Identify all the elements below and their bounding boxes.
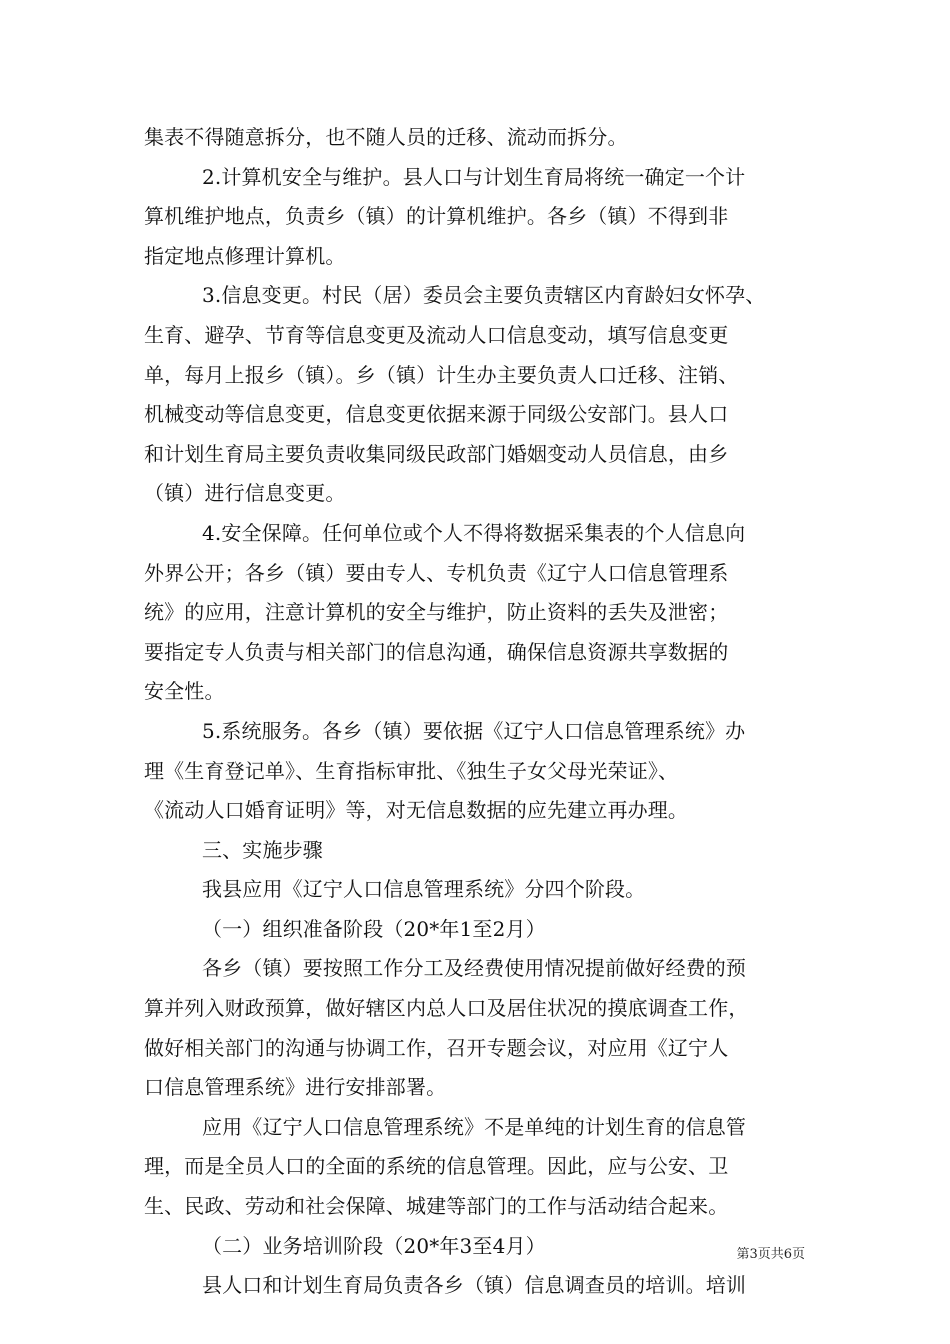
text-line: （镇）进行信息变更。 (144, 481, 346, 506)
text-line: 要指定专人负责与相关部门的信息沟通，确保信息资源共享数据的 (144, 639, 729, 664)
text-line: 3.信息变更。村民（居）委员会主要负责辖区内育龄妇女怀孕、 (202, 283, 766, 308)
text-line: 口信息管理系统》进行安排部署。 (144, 1075, 447, 1100)
text-line: 算并列入财政预算，做好辖区内总人口及居住状况的摸底调查工作， (144, 996, 749, 1021)
paragraph (144, 1266, 816, 1306)
paragraph (144, 712, 816, 831)
text-line: 三、实施步骤 (202, 837, 323, 862)
paragraph (144, 514, 816, 712)
text-line: 集表不得随意拆分，也不随人员的迁移、流动而拆分。 (144, 125, 628, 149)
text-line: 2.计算机安全与维护。县人口与计划生育局将统一确定一个计 (202, 164, 746, 189)
text-line: （二）业务培训阶段（20*年3至4月） (202, 1233, 546, 1258)
text-line: 指定地点修理计算机。 (144, 243, 346, 268)
text-line: （一）组织准备阶段（20*年1至2月） (202, 916, 546, 941)
paragraph (144, 831, 816, 871)
paragraph (144, 870, 816, 910)
text-line: 理《生育登记单》、生育指标审批、《独生子女父母光荣证》、 (144, 758, 679, 783)
text-line: 外界公开；各乡（镇）要由专人、专机负责《辽宁人口信息管理系 (144, 560, 729, 585)
paragraph (144, 949, 816, 1107)
text-line: 我县应用《辽宁人口信息管理系统》分四个阶段。 (202, 877, 646, 902)
text-line: 机械变动等信息变更，信息变更依据来源于同级公安部门。县人口 (144, 402, 729, 427)
paragraph (144, 1227, 816, 1267)
text-line: 生育、避孕、节育等信息变更及流动人口信息变动，填写信息变更 (144, 322, 729, 347)
text-line: 和计划生育局主要负责收集同级民政部门婚姻变动人员信息，由乡 (144, 441, 729, 466)
document-body (144, 118, 816, 1306)
text-line: 算机维护地点，负责乡（镇）的计算机维护。各乡（镇）不得到非 (144, 204, 729, 229)
text-line: 县人口和计划生育局负责各乡（镇）信息调查员的培训。培训 (202, 1273, 747, 1298)
text-line: 4.安全保障。任何单位或个人不得将数据采集表的个人信息向 (202, 520, 746, 545)
text-line: 5.系统服务。各乡（镇）要依据《辽宁人口信息管理系统》办 (202, 718, 746, 743)
paragraph (144, 1108, 816, 1227)
text-line: 安全性。 (144, 679, 225, 704)
paragraph (144, 910, 816, 950)
text-line: 《流动人口婚育证明》等，对无信息数据的应先建立再办理。 (144, 798, 689, 823)
page-footer: 第3页共6页 (736, 1247, 805, 1262)
text-line: 统》的应用，注意计算机的安全与维护，防止资料的丢失及泄密； (144, 600, 729, 625)
paragraph (144, 158, 816, 277)
text-line: 做好相关部门的沟通与协调工作，召开专题会议，对应用《辽宁人 (144, 1035, 729, 1060)
text-line: 各乡（镇）要按照工作分工及经费使用情况提前做好经费的预 (202, 956, 747, 981)
paragraph (144, 276, 816, 514)
text-line: 单，每月上报乡（镇）。乡（镇）计生办主要负责人口迁移、注销、 (144, 362, 739, 387)
paragraph (144, 118, 816, 158)
text-line: 理，而是全员人口的全面的系统的信息管理。因此，应与公安、卫 (144, 1154, 729, 1179)
text-line: 应用《辽宁人口信息管理系统》不是单纯的计划生育的信息管 (202, 1114, 747, 1139)
text-line: 生、民政、劳动和社会保障、城建等部门的工作与活动结合起来。 (144, 1194, 729, 1219)
